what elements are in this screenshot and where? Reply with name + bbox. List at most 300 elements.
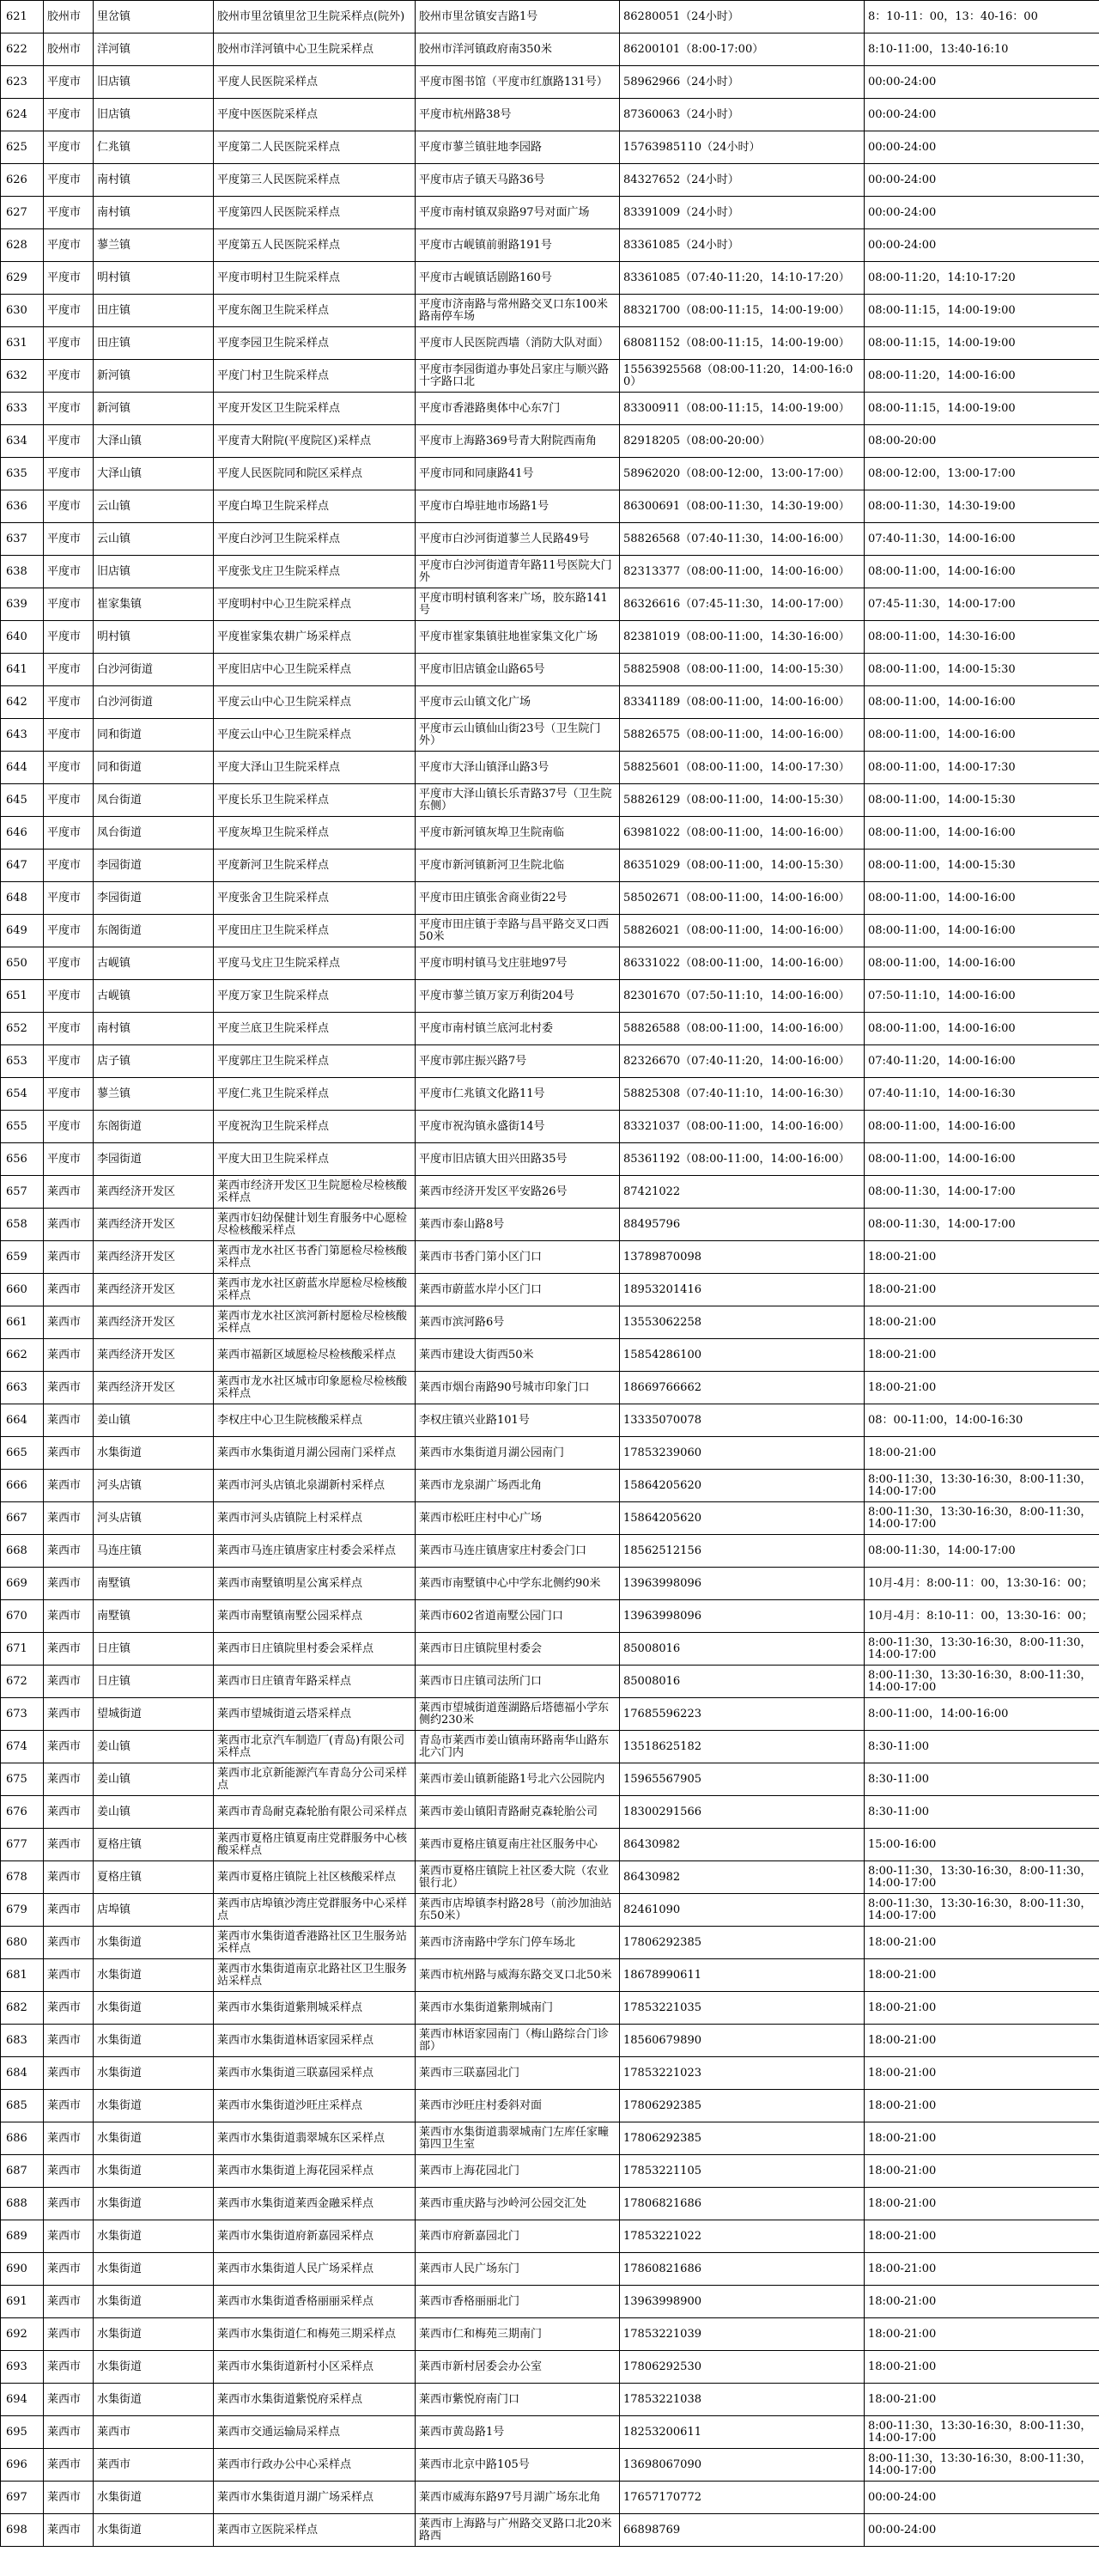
cell-hours: 07:50-11:10，14:00-16:00 xyxy=(865,980,1099,1013)
cell-town: 莱西经济开发区 xyxy=(94,1306,214,1339)
cell-address: 莱西市林语家园南门（梅山路综合门诊部） xyxy=(416,2025,620,2057)
table-row xyxy=(1,1829,1099,1861)
cell-phone: 63981022（08:00-11:00，14:00-16:00） xyxy=(620,817,865,850)
cell-site-name: 李权庄中心卫生院核酸采样点 xyxy=(214,1404,416,1437)
cell-row-number: 662 xyxy=(1,1339,44,1372)
cell-city: 莱西市 xyxy=(44,1535,94,1568)
cell-address: 莱西市人民广场东门 xyxy=(416,2253,620,2286)
cell-site-name: 莱西市龙水社区书香门第愿检尽检核酸采样点 xyxy=(214,1241,416,1274)
cell-phone: 18300291566 xyxy=(620,1796,865,1829)
cell-address: 青岛市莱西市姜山镇南环路南华山路东北六门内 xyxy=(416,1731,620,1763)
cell-phone: 85008016 xyxy=(620,1666,865,1698)
cell-address: 莱西市仁和梅苑三期南门 xyxy=(416,2318,620,2351)
cell-town: 水集街道 xyxy=(94,1927,214,1959)
cell-phone: 85361192（08:00-11:00，14:00-16:00） xyxy=(620,1143,865,1176)
cell-hours: 08:00-11:15，14:00-19:00 xyxy=(865,295,1099,327)
table-row xyxy=(1,1861,1099,1894)
cell-town: 云山镇 xyxy=(94,523,214,556)
cell-site-name: 莱西市马连庄镇唐家庄村委会采样点 xyxy=(214,1535,416,1568)
cell-town: 莱西经济开发区 xyxy=(94,1209,214,1241)
cell-row-number: 624 xyxy=(1,99,44,131)
table-row xyxy=(1,1927,1099,1959)
cell-city: 莱西市 xyxy=(44,1241,94,1274)
cell-row-number: 622 xyxy=(1,33,44,66)
cell-town: 蓼兰镇 xyxy=(94,1078,214,1111)
cell-town: 白沙河街道 xyxy=(94,654,214,686)
cell-phone: 17685596223 xyxy=(620,1698,865,1731)
cell-hours: 08:00-12:00，13:00-17:00 xyxy=(865,458,1099,490)
cell-city: 平度市 xyxy=(44,850,94,882)
cell-site-name: 莱西市行政办公中心采样点 xyxy=(214,2449,416,2482)
cell-site-name: 平度青大附院(平度院区)采样点 xyxy=(214,425,416,458)
cell-phone: 13789870098 xyxy=(620,1241,865,1274)
cell-town: 水集街道 xyxy=(94,2514,214,2547)
table-row xyxy=(1,2057,1099,2090)
cell-address: 莱西市水集街道紫荆城南门 xyxy=(416,1992,620,2025)
table-row xyxy=(1,850,1099,882)
cell-phone: 82381019（08:00-11:00，14:30-16:00） xyxy=(620,621,865,654)
cell-site-name: 平度人民医院采样点 xyxy=(214,66,416,99)
table-row xyxy=(1,1992,1099,2025)
cell-city: 平度市 xyxy=(44,131,94,164)
cell-phone: 85008016 xyxy=(620,1633,865,1666)
cell-phone: 82313377（08:00-11:00，14:00-16:00） xyxy=(620,556,865,588)
cell-hours: 08:00-11:20，14:10-17:20 xyxy=(865,262,1099,295)
cell-row-number: 628 xyxy=(1,229,44,262)
cell-address: 平度市新河镇灰埠卫生院南临 xyxy=(416,817,620,850)
cell-site-name: 平度第二人民医院采样点 xyxy=(214,131,416,164)
cell-hours: 8:00-11:30，13:30-16:30，8:00-11:30，14:00-17:00 xyxy=(865,1502,1099,1535)
cell-town: 新河镇 xyxy=(94,393,214,425)
cell-row-number: 660 xyxy=(1,1274,44,1306)
cell-address: 莱西市烟台南路90号城市印象门口 xyxy=(416,1372,620,1404)
cell-hours: 08:00-11:00，14:00-16:00 xyxy=(865,556,1099,588)
table-row xyxy=(1,817,1099,850)
cell-town: 大泽山镇 xyxy=(94,458,214,490)
cell-town: 水集街道 xyxy=(94,2155,214,2188)
cell-phone: 58825908（08:00-11:00，14:00-15:30） xyxy=(620,654,865,686)
cell-hours: 18:00-21:00 xyxy=(865,2351,1099,2384)
cell-address: 莱西市滨河路6号 xyxy=(416,1306,620,1339)
cell-town: 夏格庄镇 xyxy=(94,1861,214,1894)
cell-city: 平度市 xyxy=(44,784,94,817)
cell-site-name: 平度第四人民医院采样点 xyxy=(214,197,416,229)
table-row xyxy=(1,1763,1099,1796)
cell-site-name: 平度白沙河卫生院采样点 xyxy=(214,523,416,556)
cell-site-name: 莱西市河头店镇院上村采样点 xyxy=(214,1502,416,1535)
table-row xyxy=(1,1404,1099,1437)
cell-town: 水集街道 xyxy=(94,2057,214,2090)
cell-town: 白沙河街道 xyxy=(94,686,214,719)
cell-city: 莱西市 xyxy=(44,1470,94,1502)
cell-phone: 82918205（08:00-20:00） xyxy=(620,425,865,458)
cell-hours: 18:00-21:00 xyxy=(865,1241,1099,1274)
cell-address: 李权庄镇兴业路101号 xyxy=(416,1404,620,1437)
cell-address: 平度市蓼兰镇万家万利街204号 xyxy=(416,980,620,1013)
cell-site-name: 平度大田卫生院采样点 xyxy=(214,1143,416,1176)
cell-town: 日庄镇 xyxy=(94,1633,214,1666)
cell-address: 莱西市香格丽丽北门 xyxy=(416,2286,620,2318)
cell-row-number: 646 xyxy=(1,817,44,850)
cell-town: 东阁街道 xyxy=(94,1111,214,1143)
cell-address: 莱西市店埠镇李村路28号（前沙加油站东50米） xyxy=(416,1894,620,1927)
cell-address: 莱西市黄岛路1号 xyxy=(416,2416,620,2449)
cell-town: 李园街道 xyxy=(94,850,214,882)
cell-town: 马连庄镇 xyxy=(94,1535,214,1568)
cell-city: 平度市 xyxy=(44,1143,94,1176)
cell-hours: 08:00-11:00，14:00-16:00 xyxy=(865,686,1099,719)
cell-address: 莱西市泰山路8号 xyxy=(416,1209,620,1241)
cell-phone: 58962020（08:00-12:00，13:00-17:00） xyxy=(620,458,865,490)
cell-phone: 15763985110（24小时） xyxy=(620,131,865,164)
cell-hours: 08:00-11:30，14:00-17:00 xyxy=(865,1535,1099,1568)
cell-town: 旧店镇 xyxy=(94,66,214,99)
cell-site-name: 莱西市水集街道沙旺庄采样点 xyxy=(214,2090,416,2122)
cell-phone: 86326616（07:45-11:30，14:00-17:00） xyxy=(620,588,865,621)
cell-row-number: 690 xyxy=(1,2253,44,2286)
cell-address: 莱西市新村居委会办公室 xyxy=(416,2351,620,2384)
cell-hours: 18:00-21:00 xyxy=(865,1372,1099,1404)
cell-row-number: 672 xyxy=(1,1666,44,1698)
table-row xyxy=(1,621,1099,654)
cell-hours: 8:30-11:00 xyxy=(865,1796,1099,1829)
table-row xyxy=(1,1143,1099,1176)
table-row xyxy=(1,1470,1099,1502)
cell-city: 平度市 xyxy=(44,295,94,327)
table-row xyxy=(1,915,1099,947)
cell-row-number: 658 xyxy=(1,1209,44,1241)
cell-city: 莱西市 xyxy=(44,1502,94,1535)
cell-city: 莱西市 xyxy=(44,1339,94,1372)
cell-site-name: 胶州市洋河镇中心卫生院采样点 xyxy=(214,33,416,66)
table-row xyxy=(1,2449,1099,2482)
table-row xyxy=(1,1568,1099,1600)
cell-town: 南墅镇 xyxy=(94,1600,214,1633)
cell-site-name: 平度崔家集农耕广场采样点 xyxy=(214,621,416,654)
cell-phone: 13963998900 xyxy=(620,2286,865,2318)
cell-city: 平度市 xyxy=(44,425,94,458)
cell-city: 莱西市 xyxy=(44,2384,94,2416)
table-row xyxy=(1,1078,1099,1111)
cell-row-number: 678 xyxy=(1,1861,44,1894)
cell-site-name: 莱西市水集街道月湖公园南门采样点 xyxy=(214,1437,416,1470)
table-row xyxy=(1,2188,1099,2220)
cell-city: 莱西市 xyxy=(44,1666,94,1698)
cell-town: 南村镇 xyxy=(94,197,214,229)
cell-town: 水集街道 xyxy=(94,2220,214,2253)
cell-hours: 8:00-11:30，13:30-16:30，8:00-11:30，14:00-17:00 xyxy=(865,1633,1099,1666)
cell-hours: 08:00-11:30，14:30-19:00 xyxy=(865,490,1099,523)
cell-town: 明村镇 xyxy=(94,621,214,654)
cell-address: 平度市旧店镇金山路65号 xyxy=(416,654,620,686)
cell-row-number: 671 xyxy=(1,1633,44,1666)
cell-address: 平度市大泽山镇泽山路3号 xyxy=(416,752,620,784)
cell-city: 莱西市 xyxy=(44,1861,94,1894)
cell-row-number: 639 xyxy=(1,588,44,621)
cell-phone: 58826568（07:40-11:30，14:00-16:00） xyxy=(620,523,865,556)
cell-site-name: 胶州市里岔镇里岔卫生院采样点(院外) xyxy=(214,1,416,33)
cell-row-number: 641 xyxy=(1,654,44,686)
cell-hours: 18:00-21:00 xyxy=(865,2220,1099,2253)
table-row xyxy=(1,2025,1099,2057)
cell-town: 店子镇 xyxy=(94,1045,214,1078)
table-row xyxy=(1,1176,1099,1209)
cell-town: 里岔镇 xyxy=(94,1,214,33)
cell-hours: 8:30-11:00 xyxy=(865,1731,1099,1763)
cell-site-name: 平度新河卫生院采样点 xyxy=(214,850,416,882)
cell-address: 平度市上海路369号青大附院西南角 xyxy=(416,425,620,458)
table-row xyxy=(1,2482,1099,2514)
cell-phone: 15965567905 xyxy=(620,1763,865,1796)
cell-hours: 8:00-11:30，13:30-16:30，8:00-11:30，14:00-17:00 xyxy=(865,1666,1099,1698)
cell-phone: 17853221038 xyxy=(620,2384,865,2416)
table-row xyxy=(1,1372,1099,1404)
cell-address: 平度市古岘镇前驸路191号 xyxy=(416,229,620,262)
cell-address: 莱西市龙泉湖广场西北角 xyxy=(416,1470,620,1502)
cell-town: 大泽山镇 xyxy=(94,425,214,458)
cell-hours: 18:00-21:00 xyxy=(865,2188,1099,2220)
cell-row-number: 664 xyxy=(1,1404,44,1437)
cell-row-number: 634 xyxy=(1,425,44,458)
cell-town: 莱西市 xyxy=(94,2416,214,2449)
cell-site-name: 平度张舍卫生院采样点 xyxy=(214,882,416,915)
cell-city: 平度市 xyxy=(44,490,94,523)
table-row xyxy=(1,2122,1099,2155)
cell-city: 胶州市 xyxy=(44,1,94,33)
cell-hours: 00:00-24:00 xyxy=(865,229,1099,262)
cell-hours: 15:00-16:00 xyxy=(865,1829,1099,1861)
table-row xyxy=(1,784,1099,817)
table-row xyxy=(1,523,1099,556)
cell-hours: 8:00-11:30，13:30-16:30，8:00-11:30，14:00-17:00 xyxy=(865,1861,1099,1894)
cell-row-number: 659 xyxy=(1,1241,44,1274)
cell-town: 古岘镇 xyxy=(94,980,214,1013)
cell-site-name: 莱西市夏格庄镇夏南庄党群服务中心核酸采样点 xyxy=(214,1829,416,1861)
cell-hours: 07:40-11:10，14:00-16:30 xyxy=(865,1078,1099,1111)
table-row xyxy=(1,1959,1099,1992)
cell-city: 莱西市 xyxy=(44,2482,94,2514)
cell-site-name: 平度兰底卫生院采样点 xyxy=(214,1013,416,1045)
cell-phone: 17806292385 xyxy=(620,1927,865,1959)
cell-row-number: 640 xyxy=(1,621,44,654)
cell-address: 胶州市洋河镇政府南350米 xyxy=(416,33,620,66)
cell-address: 莱西市重庆路与沙岭河公园交汇处 xyxy=(416,2188,620,2220)
table-row xyxy=(1,2514,1099,2547)
cell-address: 莱西市济南路中学东门停车场北 xyxy=(416,1927,620,1959)
table-row xyxy=(1,588,1099,621)
cell-phone: 17853239060 xyxy=(620,1437,865,1470)
cell-site-name: 莱西市水集街道翡翠城东区采样点 xyxy=(214,2122,416,2155)
cell-site-name: 莱西市水集街道紫悦府采样点 xyxy=(214,2384,416,2416)
cell-address: 平度市云山镇仙山街23号（卫生院门外） xyxy=(416,719,620,752)
cell-phone: 18669766662 xyxy=(620,1372,865,1404)
cell-hours: 08:00-11:15，14:00-19:00 xyxy=(865,327,1099,360)
cell-address: 平度市云山镇文化广场 xyxy=(416,686,620,719)
cell-hours: 18:00-21:00 xyxy=(865,1927,1099,1959)
cell-city: 平度市 xyxy=(44,197,94,229)
cell-site-name: 莱西市水集街道香格丽丽采样点 xyxy=(214,2286,416,2318)
cell-address: 莱西市上海路与广州路交叉路口北20米路西 xyxy=(416,2514,620,2547)
cell-city: 莱西市 xyxy=(44,1763,94,1796)
cell-row-number: 630 xyxy=(1,295,44,327)
cell-town: 水集街道 xyxy=(94,2122,214,2155)
cell-town: 田庄镇 xyxy=(94,295,214,327)
cell-city: 莱西市 xyxy=(44,1274,94,1306)
cell-hours: 18:00-21:00 xyxy=(865,2090,1099,2122)
cell-site-name: 莱西市水集街道林语家园采样点 xyxy=(214,2025,416,2057)
table-body xyxy=(1,1,1099,2547)
table-row xyxy=(1,752,1099,784)
cell-row-number: 685 xyxy=(1,2090,44,2122)
cell-town: 姜山镇 xyxy=(94,1796,214,1829)
cell-site-name: 莱西市水集街道三联嘉园采样点 xyxy=(214,2057,416,2090)
cell-hours: 18:00-21:00 xyxy=(865,1274,1099,1306)
cell-city: 莱西市 xyxy=(44,1633,94,1666)
cell-phone: 86430982 xyxy=(620,1861,865,1894)
table-row xyxy=(1,1241,1099,1274)
cell-hours: 18:00-21:00 xyxy=(865,1339,1099,1372)
cell-city: 平度市 xyxy=(44,360,94,393)
cell-phone: 82461090 xyxy=(620,1894,865,1927)
cell-phone: 83391009（24小时） xyxy=(620,197,865,229)
cell-row-number: 631 xyxy=(1,327,44,360)
cell-city: 莱西市 xyxy=(44,1959,94,1992)
table-row xyxy=(1,229,1099,262)
cell-address: 平度市明村镇马戈庄驻地97号 xyxy=(416,947,620,980)
table-row xyxy=(1,99,1099,131)
cell-site-name: 平度大泽山卫生院采样点 xyxy=(214,752,416,784)
cell-row-number: 674 xyxy=(1,1731,44,1763)
cell-row-number: 647 xyxy=(1,850,44,882)
cell-row-number: 636 xyxy=(1,490,44,523)
table-row xyxy=(1,1666,1099,1698)
cell-phone: 15563925568（08:00-11:20，14:00-16:00） xyxy=(620,360,865,393)
cell-phone: 58826021（08:00-11:00，14:00-16:00） xyxy=(620,915,865,947)
cell-phone: 17806292385 xyxy=(620,2090,865,2122)
cell-hours: 08:00-11:00，14:00-16:00 xyxy=(865,1013,1099,1045)
cell-city: 莱西市 xyxy=(44,1731,94,1763)
cell-city: 莱西市 xyxy=(44,2220,94,2253)
cell-address: 平度市白沙河街道蓼兰人民路49号 xyxy=(416,523,620,556)
cell-phone: 58502671（08:00-11:00，14:00-16:00） xyxy=(620,882,865,915)
cell-phone: 17860821686 xyxy=(620,2253,865,2286)
table-row xyxy=(1,1796,1099,1829)
cell-city: 莱西市 xyxy=(44,2025,94,2057)
cell-site-name: 莱西市水集街道人民广场采样点 xyxy=(214,2253,416,2286)
cell-address: 平度市田庄镇张舍商业街22号 xyxy=(416,882,620,915)
cell-address: 莱西市602省道南墅公园门口 xyxy=(416,1600,620,1633)
cell-site-name: 莱西市立医院采样点 xyxy=(214,2514,416,2547)
cell-site-name: 平度旧店中心卫生院采样点 xyxy=(214,654,416,686)
cell-site-name: 平度马戈庄卫生院采样点 xyxy=(214,947,416,980)
cell-city: 莱西市 xyxy=(44,1927,94,1959)
cell-address: 平度市明村镇利客来广场，胶东路141号 xyxy=(416,588,620,621)
cell-city: 莱西市 xyxy=(44,2090,94,2122)
cell-address: 平度市大泽山镇长乐青路37号（卫生院东侧） xyxy=(416,784,620,817)
cell-hours: 08:00-11:15，14:00-19:00 xyxy=(865,393,1099,425)
cell-hours: 00:00-24:00 xyxy=(865,197,1099,229)
table-row xyxy=(1,686,1099,719)
cell-hours: 18:00-21:00 xyxy=(865,2155,1099,2188)
cell-city: 平度市 xyxy=(44,882,94,915)
cell-city: 莱西市 xyxy=(44,2122,94,2155)
cell-phone: 18560679890 xyxy=(620,2025,865,2057)
table-row xyxy=(1,882,1099,915)
table-row xyxy=(1,654,1099,686)
cell-row-number: 676 xyxy=(1,1796,44,1829)
cell-phone: 13518625182 xyxy=(620,1731,865,1763)
cell-address: 莱西市水集街道翡翠城南门左库任家疃第四卫生室 xyxy=(416,2122,620,2155)
cell-address: 莱西市蔚蓝水岸小区门口 xyxy=(416,1274,620,1306)
cell-town: 店埠镇 xyxy=(94,1894,214,1927)
cell-phone: 18562512156 xyxy=(620,1535,865,1568)
cell-phone: 86331022（08:00-11:00，14:00-16:00） xyxy=(620,947,865,980)
cell-address: 莱西市上海花园北门 xyxy=(416,2155,620,2188)
cell-city: 平度市 xyxy=(44,66,94,99)
cell-row-number: 650 xyxy=(1,947,44,980)
cell-hours: 8:30-11:00 xyxy=(865,1763,1099,1796)
table-row xyxy=(1,2416,1099,2449)
cell-city: 平度市 xyxy=(44,523,94,556)
cell-hours: 18:00-21:00 xyxy=(865,2286,1099,2318)
cell-town: 仁兆镇 xyxy=(94,131,214,164)
cell-hours: 00:00-24:00 xyxy=(865,2514,1099,2547)
cell-hours: 08:00-11:30，14:00-17:00 xyxy=(865,1209,1099,1241)
table-row xyxy=(1,1339,1099,1372)
cell-phone: 68081152（08:00-11:15，14:00-19:00） xyxy=(620,327,865,360)
cell-hours: 8:00-11:30，13:30-16:30，8:00-11:30，14:00-17:00 xyxy=(865,2449,1099,2482)
cell-address: 莱西市府新嘉园北门 xyxy=(416,2220,620,2253)
cell-hours: 18:00-21:00 xyxy=(865,2318,1099,2351)
cell-site-name: 莱西市河头店镇北泉湖新村采样点 xyxy=(214,1470,416,1502)
cell-city: 莱西市 xyxy=(44,2188,94,2220)
cell-city: 平度市 xyxy=(44,817,94,850)
cell-hours: 00:00-24:00 xyxy=(865,66,1099,99)
cell-site-name: 莱西市妇幼保健计划生育服务中心愿检尽检核酸采样点 xyxy=(214,1209,416,1241)
table-row xyxy=(1,425,1099,458)
cell-town: 崔家集镇 xyxy=(94,588,214,621)
cell-row-number: 687 xyxy=(1,2155,44,2188)
table-row xyxy=(1,1045,1099,1078)
cell-phone: 17657170772 xyxy=(620,2482,865,2514)
cell-town: 莱西市 xyxy=(94,2449,214,2482)
cell-row-number: 686 xyxy=(1,2122,44,2155)
cell-town: 莱西经济开发区 xyxy=(94,1372,214,1404)
cell-site-name: 平度云山中心卫生院采样点 xyxy=(214,686,416,719)
cell-city: 莱西市 xyxy=(44,2416,94,2449)
cell-town: 古岘镇 xyxy=(94,947,214,980)
cell-town: 水集街道 xyxy=(94,2188,214,2220)
cell-hours: 00:00-24:00 xyxy=(865,164,1099,197)
table-row xyxy=(1,719,1099,752)
cell-town: 同和街道 xyxy=(94,752,214,784)
cell-town: 云山镇 xyxy=(94,490,214,523)
cell-city: 平度市 xyxy=(44,229,94,262)
cell-address: 平度市人民医院西墙（消防大队对面） xyxy=(416,327,620,360)
cell-hours: 08:00-11:00，14:00-16:00 xyxy=(865,817,1099,850)
cell-row-number: 670 xyxy=(1,1600,44,1633)
cell-address: 平度市新河镇新河卫生院北临 xyxy=(416,850,620,882)
cell-row-number: 643 xyxy=(1,719,44,752)
cell-row-number: 682 xyxy=(1,1992,44,2025)
cell-hours: 08:00-11:00，14:00-15:30 xyxy=(865,654,1099,686)
cell-hours: 07:45-11:30，14:00-17:00 xyxy=(865,588,1099,621)
table-row xyxy=(1,1502,1099,1535)
cell-row-number: 654 xyxy=(1,1078,44,1111)
cell-site-name: 平度云山中心卫生院采样点 xyxy=(214,719,416,752)
cell-city: 平度市 xyxy=(44,752,94,784)
cell-site-name: 莱西市水集街道新村小区采样点 xyxy=(214,2351,416,2384)
